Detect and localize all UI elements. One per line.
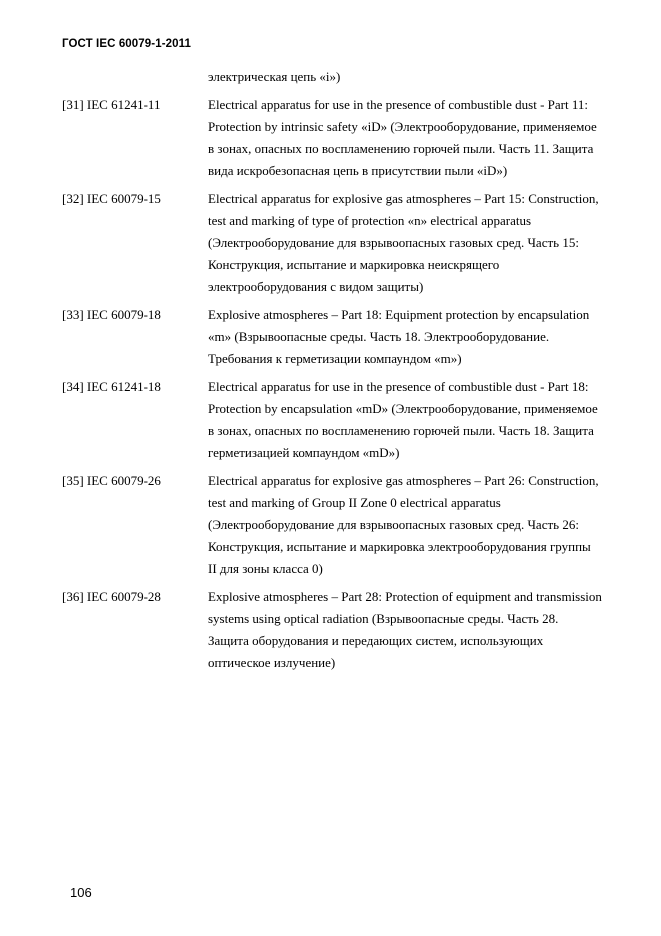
reference-id: [34] IEC 61241-18	[62, 379, 161, 394]
document-header: ГОСТ IEC 60079-1-2011	[62, 38, 191, 50]
page-number: 106	[70, 885, 92, 900]
reference-id: [33] IEC 60079-18	[62, 307, 161, 322]
reference-list	[62, 66, 602, 674]
reference-text: Electrical apparatus for use in the presence of combustible dust - Part 11: Protection by intrinsic safety «iD» (Электрооборудование, применяемое в зонах, опасных по воспламенению горючей пыли. Часть 11. Защита вида искробезопасная цепь в присутствии пыли «iD»)	[208, 97, 597, 178]
reference-item	[62, 376, 602, 464]
reference-text: Electrical apparatus for explosive gas atmospheres – Part 15: Construction, test and marking of type of protection «n» electrical apparatus (Электрооборудование для взрывоопасных газовых сред. Часть 15: Конструкция, испытание и маркировка неискрящего электрооборудования с видом защиты)	[208, 191, 599, 294]
reference-id: [36] IEC 60079-28	[62, 589, 161, 604]
reference-item	[62, 94, 602, 182]
continuation-text: электрическая цепь «i»)	[208, 69, 341, 84]
reference-text: Electrical apparatus for use in the presence of combustible dust - Part 18: Protection by encapsulation «mD» (Электрооборудование, применяемое в зонах, опасных по воспламенению горючей пыли. Часть 18. Защита герметизацией компаундом «mD»)	[208, 379, 598, 460]
reference-item	[62, 188, 602, 298]
reference-id: [32] IEC 60079-15	[62, 191, 161, 206]
reference-text: Explosive atmospheres – Part 28: Protection of equipment and transmission systems using optical radiation (Взрывоопасные среды. Часть 28. Защита оборудования и передающих систем, использующих оптическое излучение)	[208, 589, 602, 670]
reference-text: Electrical apparatus for explosive gas atmospheres – Part 26: Construction, test and marking of Group II Zone 0 electrical apparatus (Электрооборудование для взрывоопасных газовых сред. Часть 26: Конструкция, испытание и маркировка электрооборудования группы II для зоны класса 0)	[208, 473, 599, 576]
reference-item	[62, 470, 602, 580]
reference-text: Explosive atmospheres – Part 18: Equipment protection by encapsulation «m» (Взрывоопасные среды. Часть 18. Электрооборудование. Требования к герметизации компаундом «m»)	[208, 307, 590, 366]
reference-id: [31] IEC 61241-11	[62, 97, 161, 112]
reference-id: [35] IEC 60079-26	[62, 473, 161, 488]
reference-item	[62, 304, 602, 370]
reference-item	[62, 586, 602, 674]
